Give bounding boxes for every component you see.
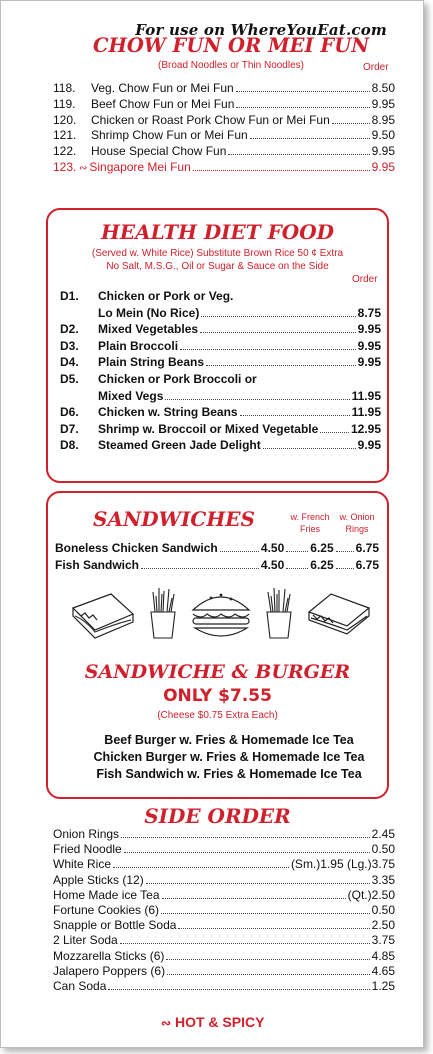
chow-fun-order-label: Order	[363, 62, 389, 73]
item-price: 4.65	[371, 963, 395, 978]
dot-leader	[332, 122, 370, 124]
side-item-row	[53, 842, 395, 856]
side-order-title: SIDE ORDER	[144, 804, 291, 828]
item-price: 8.75	[357, 305, 381, 320]
item-name: Beef Chow Fun or Mei Fun	[91, 96, 235, 111]
dot-leader	[162, 897, 346, 899]
health-diet-subtitle-1: (Served w. White Rice) Substitute Brown Rice 50 ¢ Extra	[91, 248, 344, 259]
item-size-price: (Sm.)1.95 (Lg.)	[290, 857, 372, 872]
dot-leader	[166, 958, 369, 960]
menu-item-row	[60, 339, 381, 353]
item-price: 9.95	[357, 322, 381, 337]
combo-item: Chicken Burger w. Fries & Homemade Ice Tea	[93, 750, 365, 764]
item-name: Veg. Chow Fun or Mei Fun	[91, 81, 234, 95]
item-price: 4.50	[260, 541, 285, 555]
item-name: Fish Sandwich	[55, 558, 140, 572]
item-number: D5.	[60, 372, 79, 386]
item-name: Mixed Vegs	[98, 388, 164, 403]
dot-leader	[286, 550, 308, 552]
menu-item-row	[53, 97, 395, 111]
dot-leader	[220, 550, 259, 552]
menu-item-row	[53, 144, 395, 158]
item-name: Home Made ice Tea	[53, 887, 160, 902]
combo-title: SANDWICHE & BURGER	[84, 661, 351, 683]
dot-leader	[336, 550, 354, 552]
menu-item-row	[60, 372, 381, 386]
item-name: Chicken or Pork Broccoli or	[98, 372, 257, 386]
item-price: 9.95	[357, 355, 381, 370]
fries-icon	[267, 588, 291, 638]
menu-item-row	[60, 438, 381, 452]
chow-fun-title: CHOW FUN OR MEI FUN	[92, 34, 370, 57]
item-name: Steamed Green Jade Delight	[98, 438, 261, 453]
item-name: Jalapero Poppers (6)	[53, 963, 166, 978]
item-price-rings: 6.75	[355, 541, 379, 555]
item-name: House Special Chow Fun	[91, 144, 227, 159]
burger-icon	[193, 594, 249, 636]
item-price: 3.75	[371, 857, 395, 872]
item-price: 1.25	[371, 979, 395, 993]
item-number: 121.	[53, 128, 77, 143]
side-item-row	[53, 933, 395, 947]
dot-leader	[120, 942, 370, 944]
item-price: 2.45	[371, 827, 395, 841]
item-number: 118.	[53, 81, 76, 95]
item-price: 0.50	[371, 903, 395, 917]
combo-item: Fish Sandwich w. Fries & Homemade Ice Tea	[96, 767, 362, 781]
item-name: Apple Sticks (12)	[53, 872, 144, 887]
item-price: 3.35	[371, 872, 395, 887]
item-name: Can Soda	[53, 979, 107, 993]
item-number: 122.	[53, 144, 77, 159]
side-item-row	[53, 964, 395, 978]
item-name: Shrimp Chow Fun or Mei Fun	[91, 128, 248, 143]
sandwiches-title: SANDWICHES	[93, 507, 255, 531]
item-price: 9.95	[357, 438, 381, 453]
item-number: D4.	[60, 355, 79, 370]
pepper-icon: ∾	[79, 163, 88, 174]
dot-leader	[200, 331, 356, 333]
dot-leader	[178, 927, 369, 929]
dot-leader	[336, 567, 354, 569]
menu-item-row	[60, 422, 381, 436]
menu-item-row	[60, 389, 381, 403]
item-number: D6.	[60, 405, 79, 420]
menu-item-row	[60, 405, 381, 419]
item-name: Fortune Cookies (6)	[53, 903, 160, 917]
item-number: 123.	[53, 160, 77, 174]
item-price: 9.50	[371, 128, 395, 143]
item-name: Mozzarella Sticks (6)	[53, 948, 165, 963]
item-price: 8.50	[371, 81, 395, 95]
item-name: Fried Noodle	[53, 842, 122, 857]
sandwich-icon	[73, 594, 133, 638]
item-name: Singapore Mei Fun	[89, 160, 191, 174]
dot-leader	[108, 988, 369, 990]
health-diet-subtitle-2: No Salt, M.S.G., Oil or Sugar & Sauce on the Side	[106, 261, 329, 272]
item-size-price: (Qt.)	[347, 887, 372, 902]
combo-price: ONLY $7.55	[163, 686, 272, 706]
health-diet-order-label: Order	[352, 274, 378, 285]
col-header-rings-line2: Rings	[345, 524, 369, 534]
sandwich-icon	[309, 594, 369, 634]
dot-leader	[141, 567, 259, 569]
item-price: 9.95	[371, 160, 395, 174]
item-price: 4.85	[371, 948, 395, 963]
item-price: 11.95	[351, 405, 381, 420]
item-price-rings: 6.75	[355, 558, 379, 572]
item-name: Onion Rings	[53, 827, 120, 841]
item-name: Lo Mein (No Rice)	[98, 305, 200, 320]
menu-item-row	[53, 113, 395, 127]
dot-leader	[167, 973, 370, 975]
col-header-fries-line2: Fries	[300, 524, 320, 534]
item-number: 119.	[53, 96, 76, 111]
side-item-row	[53, 888, 395, 902]
menu-item-row	[53, 128, 395, 142]
col-header-fries	[288, 511, 332, 535]
hot-spicy-legend	[161, 1014, 264, 1030]
item-name: Plain Broccoli	[98, 338, 179, 353]
item-price-fries: 6.25	[310, 541, 334, 555]
item-price-fries: 6.25	[310, 558, 334, 572]
dot-leader	[206, 364, 356, 366]
item-name: Snapple or Bottle Soda	[53, 918, 177, 933]
menu-item-row	[60, 306, 381, 320]
item-name: 2 Liter Soda	[53, 933, 118, 948]
item-price: 2.50	[371, 918, 395, 933]
menu-item-row	[53, 81, 395, 95]
dot-leader	[193, 169, 370, 171]
food-illustrations	[71, 586, 371, 646]
dot-leader	[121, 836, 370, 838]
dot-leader	[113, 866, 289, 868]
item-name: Boneless Chicken Sandwich	[55, 541, 218, 555]
col-header-rings-line1: w. Onion	[339, 512, 375, 522]
side-item-row	[53, 918, 395, 932]
dot-leader	[240, 414, 350, 416]
sandwich-row	[55, 558, 379, 572]
item-name: Chicken or Pork or Veg.	[98, 289, 234, 303]
item-price: 9.95	[371, 96, 395, 111]
health-diet-title: HEALTH DIET FOOD	[100, 220, 334, 244]
item-name: Chicken or Roast Pork Chow Fun or Mei Fun	[91, 112, 330, 127]
combo-item: Beef Burger w. Fries & Homemade Ice Tea	[104, 733, 354, 747]
item-number: D1.	[60, 289, 79, 303]
fries-icon	[151, 588, 175, 638]
side-item-row	[53, 979, 395, 993]
col-header-rings	[335, 511, 379, 535]
item-number: 120.	[53, 112, 77, 127]
side-item-row	[53, 827, 395, 841]
item-price: 8.95	[371, 112, 395, 127]
side-item-row	[53, 857, 395, 871]
pepper-icon: ∾	[161, 1016, 172, 1030]
item-name: Plain String Beans	[98, 355, 205, 370]
menu-item-row	[53, 160, 395, 174]
item-price: 9.95	[357, 338, 381, 353]
chow-fun-subtitle: (Broad Noodles or Thin Noodles)	[157, 60, 304, 71]
dot-leader	[124, 851, 370, 853]
item-name: Shrimp w. Broccoil or Mixed Vegetable	[98, 421, 319, 436]
item-name: White Rice	[53, 857, 112, 872]
item-price: 2.50	[371, 887, 395, 902]
menu-item-row	[60, 355, 381, 369]
item-number: D8.	[60, 438, 79, 453]
dot-leader	[201, 315, 355, 317]
dot-leader	[263, 447, 356, 449]
item-number: D3.	[60, 338, 79, 353]
dot-leader	[320, 431, 349, 433]
dot-leader	[228, 153, 369, 155]
dot-leader	[165, 398, 349, 400]
item-price: 3.75	[371, 933, 395, 948]
dot-leader	[146, 882, 370, 884]
dot-leader	[161, 912, 370, 914]
menu-item-row	[60, 289, 381, 303]
item-name: Mixed Vegetables	[98, 322, 199, 337]
item-price: 12.95	[350, 421, 381, 436]
side-item-row	[53, 949, 395, 963]
combo-note: (Cheese $0.75 Extra Each)	[157, 710, 278, 721]
watermark: For use on WhereYouEat.com	[135, 21, 387, 39]
item-price: 9.95	[371, 144, 395, 159]
item-price: 0.50	[371, 842, 395, 857]
item-number: D2.	[60, 322, 79, 337]
col-header-fries-line1: w. French	[290, 512, 330, 522]
sandwich-row	[55, 541, 379, 555]
dot-leader	[236, 90, 370, 92]
hot-spicy-label: HOT & SPICY	[174, 1014, 265, 1030]
dot-leader	[286, 567, 308, 569]
item-name: Chicken w. String Beans	[98, 405, 238, 420]
side-item-row	[53, 903, 395, 917]
item-number: D7.	[60, 421, 79, 436]
dot-leader	[236, 106, 369, 108]
dot-leader	[250, 137, 370, 139]
menu-item-row	[60, 322, 381, 336]
item-price: 11.95	[351, 388, 381, 403]
dot-leader	[180, 348, 356, 350]
side-item-row	[53, 873, 395, 887]
item-price: 4.50	[260, 558, 285, 572]
